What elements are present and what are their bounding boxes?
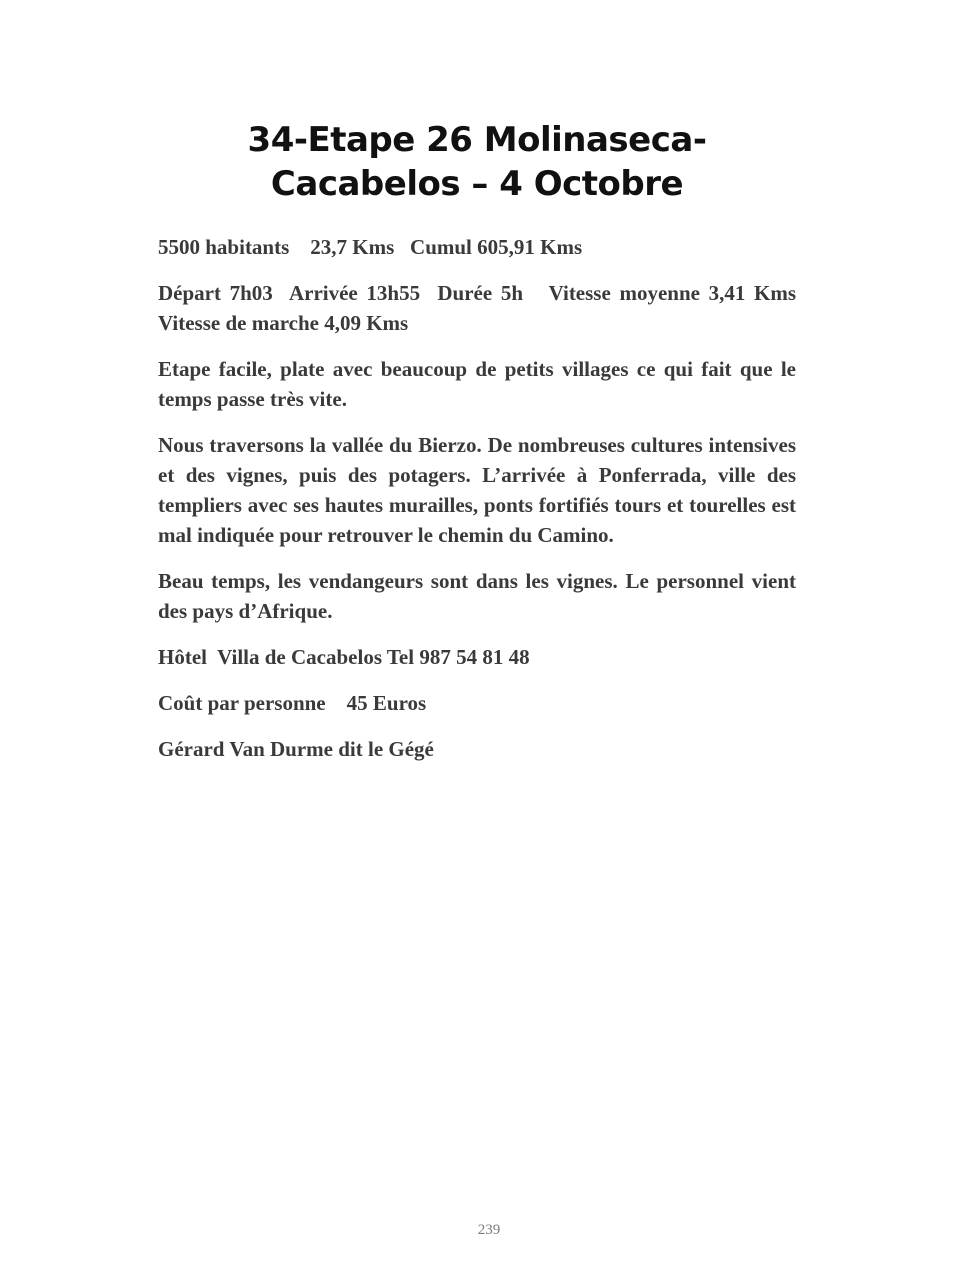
document-body — [158, 232, 807, 780]
weather-paragraph: Beau temps, les vendangeurs sont dans les vignes. Le personnel vient des pays d’Afrique. — [158, 569, 796, 623]
signature-paragraph: Gérard Van Durme dit le Gégé — [158, 737, 434, 761]
page-number: 239 — [477, 1222, 501, 1238]
stats-paragraph: 5500 habitants 23,7 Kms Cumul 605,91 Kms — [158, 235, 583, 259]
hotel-paragraph: Hôtel Villa de Cacabelos Tel 987 54 81 48 — [158, 645, 530, 669]
narrative-paragraph: Nous traversons la vallée du Bierzo. De nombreuses cultures intensives et des vignes, puis des potagers. L’arrivée à Ponferrada, ville des templiers avec ses hautes murailles, ponts fortifiés tours et tourelles est mal indiquée pour retrouver le chemin du Camino. — [158, 433, 796, 547]
timing-paragraph: Départ 7h03 Arrivée 13h55 Durée 5h Vitesse moyenne 3,41 Kms Vitesse de marche 4,09 Kms — [158, 281, 807, 335]
cost-paragraph: Coût par personne 45 Euros — [158, 691, 427, 715]
description-paragraph: Etape facile, plate avec beaucoup de petits villages ce qui fait que le temps passe très vite. — [158, 357, 796, 411]
page-title: 34-Etape 26 Molinaseca-Cacabelos – 4 Octobre — [247, 120, 707, 204]
